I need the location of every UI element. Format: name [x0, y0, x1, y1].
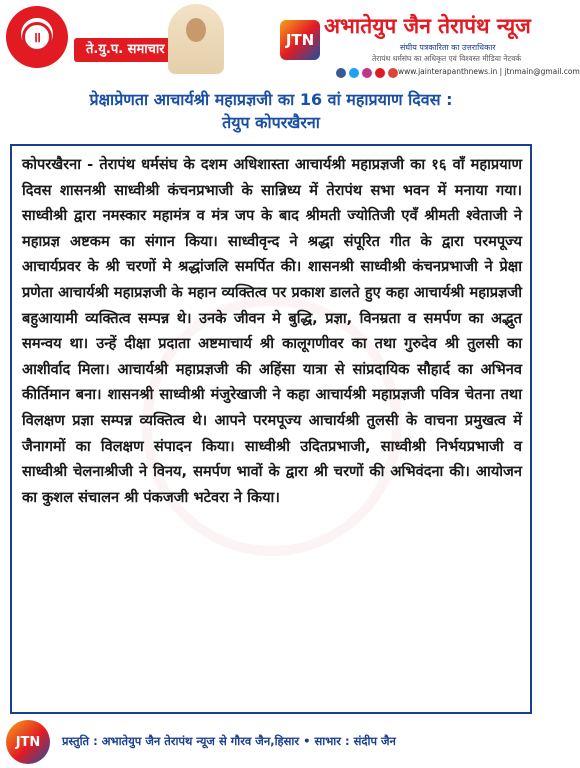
instagram-icon[interactable]	[362, 68, 372, 78]
acharya-portrait-image	[168, 4, 224, 74]
brand-subline: तेरापंथ धर्मसंघ का अधिकृत एवं विश्वस्त मीडिया नेटवर्क	[372, 54, 522, 63]
twitter-icon[interactable]	[349, 68, 359, 78]
page-footer	[0, 718, 542, 768]
social-icons-row	[336, 68, 398, 78]
headline-line-2: तेयुप कोपरखैरना	[222, 113, 320, 132]
footer-credit: प्रस्तुति : अभातेयुप जैन तेरापंथ न्यूज से गौरव जैन,हिसार • साभार : संदीप जैन	[62, 734, 396, 748]
article-body: कोपरखैरना - तेरापंथ धर्मसंघ के दशम अधिशास्ता आचार्यश्री महाप्रज्ञजी का १६ वाँ महाप्रयाण दिवस शासनश्री साध्वीश्री कंचनप्रभाजी के सान्निध्य में तेरापंथ सभा भवन में मनाया गया। साध्वीश्री द्वारा नमस्कार महामंत्र व मंत्र जप के बाद श्रीमती ज्योतिजी एवँ श्रीमती श्वेताजी ने महाप्रज्ञ अष्टकम का संगान किया। साध्वीवृन्द ने श्रद्धा संपूरित गीत के द्वारा परमपूज्य आचार्यप्रवर के श्री चरणों मे श्रद्धांजलि समर्पित की। शासनश्री साध्वीश्री कंचनप्रभाजी ने प्रेक्षा प्रणेता आचार्यश्री महाप्रज्ञजी के महान व्यक्तित्व पर प्रकाश डालते हुए कहा आचार्यश्री महाप्रज्ञजी बहुआयामी व्यक्तित्व सम्पन्न थे। उनके जीवन मे बुद्धि, प्रज्ञा, विनम्रता व समर्पण का अद्भुत समन्वय था। उन्हें दीक्षा प्रदाता अष्टमाचार्य श्री कालूगणीवर का तथा गुरुदेव श्री तुलसी का आशीर्वाद मिला। आचार्यश्री महाप्रज्ञजी की अहिंसा यात्रा से सांप्रदायिक सौहार्द का अभिनव कीर्तिमान बना। शासनश्री साध्वीश्री मंजुरेखाजी ने कहा आचार्यश्री महाप्रज्ञजी पवित्र चेतना तथा विलक्षण प्रज्ञा सम्पन्न व्यक्तित्व थे। आपने परमपूज्य आचार्यश्री तुलसी के वाचना प्रमुखत्व में जैनागमों का विलक्षण संपादन किया। साध्वीश्री उदितप्रभाजी, साध्वीश्री निर्भयप्रभाजी व साध्वीश्री चेलनाश्रीजी ने विनय, समर्पण भावों के द्वारा श्री चरणों की अभिवंदना की। आयोजन का कुशल संचालन श्री पंकजजी भटेवरा ने किया।	[22, 156, 522, 506]
organization-logo	[6, 6, 68, 68]
site-url[interactable]: www.jainterapanthnews.in | jtnmain@gmail.com	[398, 67, 580, 76]
news-tag-badge: ते.यु.प. समाचार	[74, 38, 177, 62]
footer-jtn-logo: JTN	[6, 720, 50, 764]
google-plus-icon[interactable]	[388, 68, 398, 78]
article-box	[10, 144, 532, 714]
headline	[18, 88, 524, 134]
organization-emblem-icon: ॥	[22, 22, 52, 52]
page-header	[0, 0, 580, 84]
jtn-logo: JTN	[280, 20, 320, 60]
brand-title: अभातेयुप जैन तेरापंथ न्यूज	[324, 14, 531, 38]
youtube-icon[interactable]	[375, 68, 385, 78]
brand-tagline: संघीय पत्रकारिता का उत्तराधिकार	[400, 43, 496, 52]
facebook-icon[interactable]	[336, 68, 346, 78]
headline-line-1: प्रेक्षाप्रेणता आचार्यश्री महाप्रज्ञजी का 16 वां महाप्रयाण दिवस :	[89, 90, 453, 109]
